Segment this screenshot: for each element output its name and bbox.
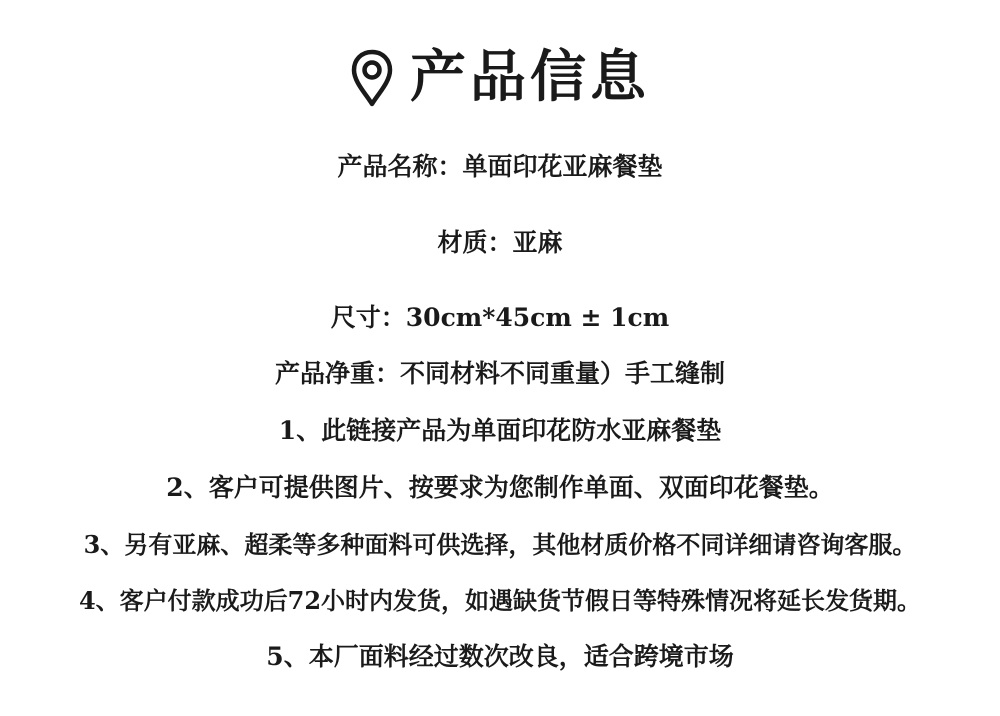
product-name: 产品名称：单面印花亚麻餐垫 — [337, 152, 663, 181]
product-weight: 产品净重：不同材料不同重量）手工缝制 — [274, 359, 725, 388]
note-item-4: 4、客户付款成功后72小时内发货，如遇缺货节假日等特殊情况将延长发货期。 — [78, 586, 922, 615]
note-item-2: 2、客户可提供图片、按要求为您制作单面、双面印花餐垫。 — [166, 473, 834, 502]
note-item-1: 1、此链接产品为单面印花防水亚麻餐垫 — [278, 416, 722, 445]
product-material: 材质：亚麻 — [437, 228, 563, 257]
product-size: 尺寸：30cm*45cm ± 1cm — [330, 303, 670, 332]
note-item-5: 5、本厂面料经过数次改良，适合跨境市场 — [266, 642, 734, 671]
page-title: 产品信息 — [410, 45, 650, 110]
note-item-3: 3、另有亚麻、超柔等多种面料可供选择，其他材质价格不同详细请咨询客服。 — [83, 530, 917, 559]
location-pin-icon — [350, 48, 394, 108]
page-header — [0, 42, 1000, 114]
